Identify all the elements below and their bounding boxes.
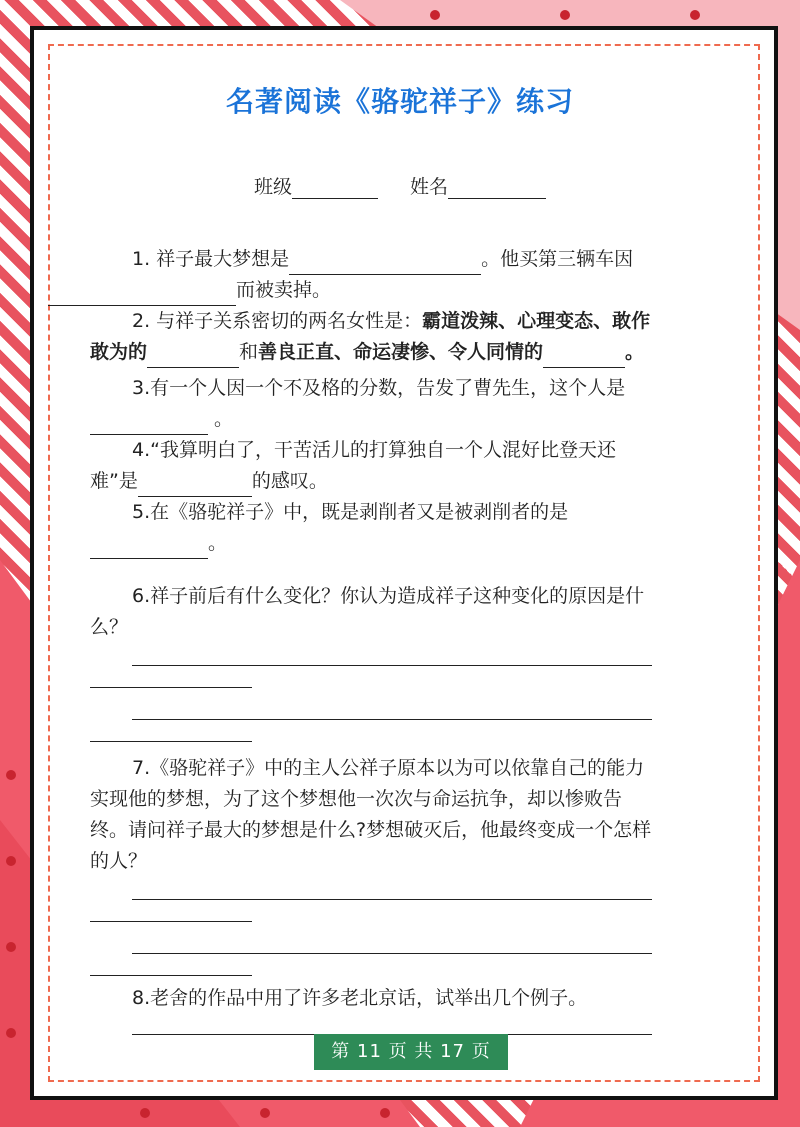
decorative-dot (6, 770, 16, 780)
class-label: 班级 (253, 176, 292, 198)
answer-line[interactable] (90, 737, 652, 771)
question-4: 4.“我算明白了，干苦活儿的打算独自一个人混好比登天还难”是 的感叹。 (90, 435, 652, 497)
answer-blank[interactable] (147, 347, 239, 368)
decorative-dot (140, 1108, 150, 1118)
class-field[interactable] (292, 178, 378, 199)
questions (90, 244, 652, 1044)
name-label: 姓名 (410, 176, 449, 198)
question-5: 5.在《骆驼祥子》中，既是剥削者又是被剥削者的是。 (90, 497, 652, 559)
decorative-dot (560, 10, 570, 20)
student-info (0, 172, 800, 199)
answer-line[interactable] (90, 643, 652, 683)
question-6: 6.祥子前后有什么变化？你认为造成祥子这种变化的原因是什么？ (90, 585, 645, 638)
question-8: 8.老舍的作品中用了许多老北京话，试举出几个例子。 (132, 987, 588, 1009)
answer-line[interactable] (90, 931, 652, 971)
answer-blank[interactable] (90, 538, 208, 559)
page-title: 名著阅读《骆驼祥子》练习 (225, 85, 574, 118)
question-7: 7.《骆驼祥子》中的主人公祥子原本以为可以依靠自己的能力实现他的梦想，为了这个梦想他一次次与命运抗争，却以惨败告终。请问祥子最大的梦想是什么?梦想破灭后，他最终变成一个怎样的人？ (90, 757, 652, 872)
question-3: 3.有一个人因一个不及格的分数，告发了曹先生，这个人是。 (90, 373, 652, 435)
answer-line[interactable] (90, 877, 652, 917)
answer-line[interactable] (90, 971, 652, 1005)
answer-blank[interactable] (543, 347, 625, 368)
answer-blank[interactable] (289, 254, 481, 275)
answer-line[interactable] (90, 697, 652, 737)
decorative-dot (6, 856, 16, 866)
answer-blank[interactable] (138, 476, 252, 497)
answer-blank[interactable] (90, 414, 208, 435)
decorative-dot (430, 10, 440, 20)
decorative-dot (6, 1028, 16, 1038)
question-2: 2. 与祥子关系密切的两名女性是：霸道泼辣、心理变态、敢作敢为的 和善良正直、命运凄惨、令人同情的 。 (90, 306, 652, 368)
name-field[interactable] (448, 178, 546, 199)
question-1: 1. 祥子最大梦想是 。他买第三辆车因而被卖掉。 (90, 244, 652, 306)
decorative-dot (6, 942, 16, 952)
page-indicator: 第 11 页 共 17 页 (314, 1034, 508, 1070)
decorative-dot (260, 1108, 270, 1118)
answer-blank[interactable] (48, 285, 236, 306)
decorative-dot (690, 10, 700, 20)
decorative-dot (380, 1108, 390, 1118)
